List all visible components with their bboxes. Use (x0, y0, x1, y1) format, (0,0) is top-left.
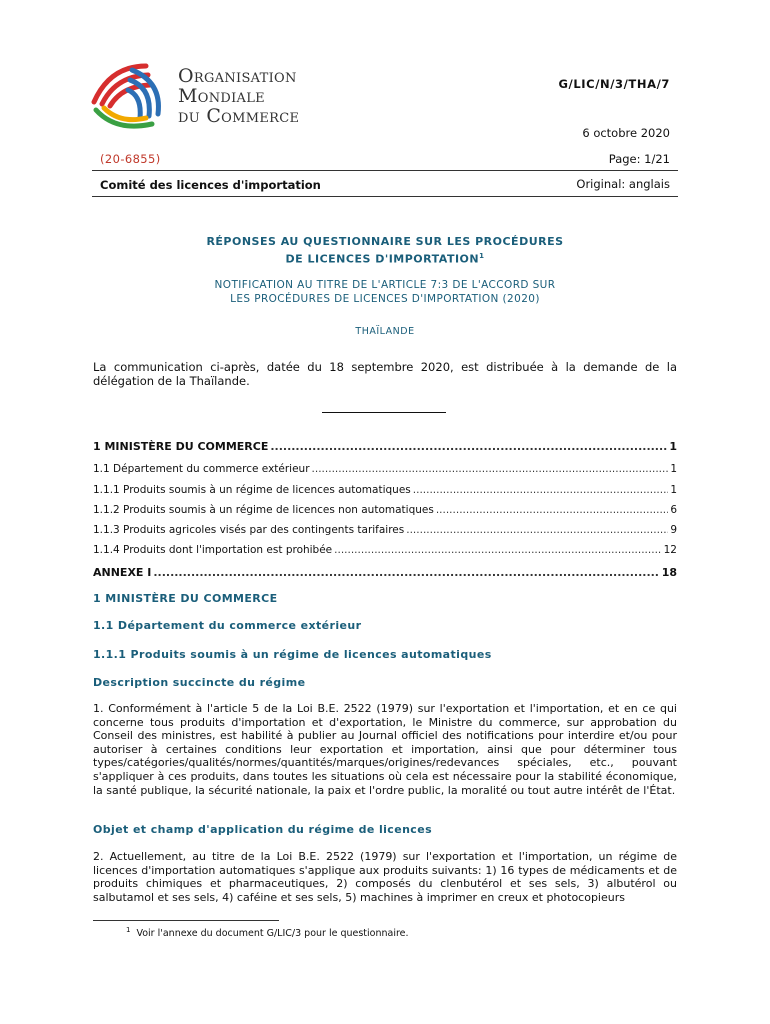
document-subtitle (90, 278, 680, 306)
subheading-scope: Objet et champ d'application du régime de licences (93, 823, 433, 836)
section-heading-1-1-1: 1.1.1 Produits soumis à un régime de licences automatiques (93, 648, 492, 661)
footnote-text: Voir l'annexe du document G/LIC/3 pour le questionnaire. (136, 928, 409, 940)
toc-entry[interactable] (93, 566, 677, 579)
toc-label: 1.1.1 Produits soumis à un régime de licences automatiques (93, 484, 411, 496)
footnote (126, 926, 409, 939)
toc-label: 1 MINISTÈRE DU COMMERCE (93, 440, 269, 453)
document-title (90, 235, 680, 267)
toc-label: 1.1 Département du commerce extérieur (93, 463, 310, 475)
org-line-2: Mondiale (178, 85, 265, 107)
subtitle-line-2: LES PROCÉDURES DE LICENCES D'IMPORTATION (2020) (230, 293, 540, 305)
footnote-number: 1 (126, 926, 131, 934)
wto-logo-icon (88, 58, 168, 134)
document-symbol: G/LIC/N/3/THA/7 (558, 77, 670, 91)
subtitle-line-1: NOTIFICATION AU TITRE DE L'ARTICLE 7:3 DE L'ACCORD SUR (214, 279, 556, 291)
subheading-description: Description succincte du régime (93, 676, 306, 689)
paragraph-2: 2. Actuellement, au titre de la Loi B.E. 2522 (1979) sur l'exportation et l'importation, un régime de licences d'importation automatiques s'applique aux produits suivants: 1) 16 types de médicaments et de produits chimiques et pharmaceutiques, 2) composés du clenbutérol et ses sels, 3) albutérol ou salbutamol et ses sels, 4) caféine et ses sels, 5) machines à imprimer en creux et photocopieurs (93, 850, 677, 904)
header-rule-top (92, 170, 678, 171)
title-line-2: DE LICENCES D'IMPORTATION$^1$ (285, 252, 485, 266)
organisation-name (178, 66, 299, 126)
section-heading-1-1: 1.1 Département du commerce extérieur (93, 619, 362, 632)
toc-page: 1 (670, 484, 677, 496)
toc-entry[interactable] (93, 484, 677, 496)
toc-page: 12 (663, 544, 677, 556)
intro-paragraph: La communication ci-après, datée du 18 septembre 2020, est distribuée à la demande de la délégation de la Thaïlande. (93, 360, 677, 388)
toc-label: ANNEXE I (93, 566, 152, 579)
toc-entry[interactable] (93, 544, 677, 556)
toc-page: 18 (661, 566, 677, 579)
section-heading-1: 1 MINISTÈRE DU COMMERCE (93, 592, 278, 605)
toc-entry[interactable] (93, 463, 677, 475)
paragraph-1: 1. Conformément à l'article 5 de la Loi B.E. 2522 (1979) sur l'exportation et l'importation, et en ce qui concerne tous produits d'importation et d'exportation, le Ministre du commerce, sur approbation du Conseil des ministres, est habilité à publier au Journal officiel des notifications pour interdire et/ou pour autoriser à certaines conditions leur exportation et importation, ainsi que pour déterminer tous types/catégories/qualités/normes/quantités/marques/origines/redevances spéciales, etc., pouvant s'appliquer à ces produits, dans toutes les situations où cela est nécessaire pour la stabilité économique, la santé publique, la sécurité nationale, la paix et l'ordre public, la moralité ou tout autre intérêt de l'État. (93, 702, 677, 797)
toc-entry[interactable] (93, 524, 677, 536)
toc-page: 1 (669, 440, 677, 453)
toc-entry[interactable] (93, 440, 677, 453)
toc-page: 9 (670, 524, 677, 536)
separator-rule (322, 412, 446, 413)
org-line-3: du Commerce (178, 105, 300, 127)
footnote-rule (93, 920, 279, 921)
title-line-1: RÉPONSES AU QUESTIONNAIRE SUR LES PROCÉDURES (206, 235, 564, 248)
org-line-1: Organisation (178, 65, 297, 87)
country-name: THAÏLANDE (355, 326, 415, 337)
wto-logo (88, 58, 168, 138)
toc-page: 6 (670, 504, 677, 516)
page-number: Page: 1/21 (608, 152, 670, 166)
toc-label: 1.1.3 Produits agricoles visés par des contingents tarifaires (93, 524, 405, 536)
toc-label: 1.1.2 Produits soumis à un régime de licences non automatiques (93, 504, 434, 516)
toc-entry[interactable] (93, 504, 677, 516)
committee-name: Comité des licences d'importation (100, 178, 321, 192)
document-date: 6 octobre 2020 (582, 126, 670, 140)
footnote-reference[interactable]: 1 (479, 252, 485, 260)
toc-page: 1 (670, 463, 677, 475)
original-language: Original: anglais (576, 177, 670, 191)
toc-label: 1.1.4 Produits dont l'importation est prohibée (93, 544, 333, 556)
header-rule-bottom (92, 196, 678, 197)
document-reference: (20-6855) (100, 152, 161, 166)
